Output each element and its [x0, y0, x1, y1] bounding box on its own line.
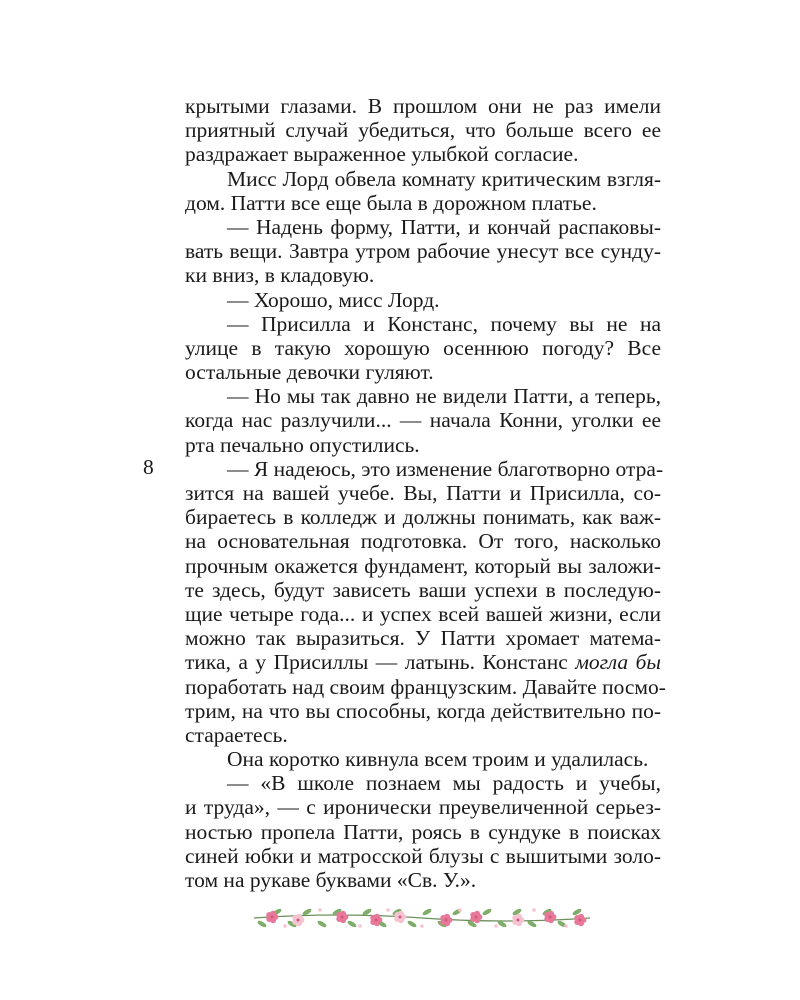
text-line: улице в такую хорошую осеннюю погоду? Все — [185, 335, 661, 360]
text-line: синей юбки и матросской блузы с вышитыми золо- — [185, 843, 661, 868]
text-line: бираетесь в колледж и должны понимать, как важ- — [185, 505, 661, 530]
flower-petal-icon — [548, 911, 554, 917]
flower-petal-icon — [516, 914, 522, 920]
flower-petal-icon — [578, 914, 584, 920]
text-line: том на рукаве буквами «Св. У.». — [185, 868, 477, 892]
blossom-bud-icon — [458, 908, 462, 912]
text-line: раздражает выраженное улыбкой согласие. — [185, 142, 579, 167]
text-line: можно так выразиться. У Патти хромает матема- — [185, 626, 661, 651]
leaf-icon — [317, 920, 328, 929]
text-line: — Надень форму, Патти, и кончай распаковы- — [227, 214, 661, 239]
text-line: — Но мы так давно не видели Патти, а теперь, — [227, 384, 661, 409]
flower-center-icon — [517, 919, 520, 922]
blossom-bud-icon — [358, 924, 362, 928]
text-line: ностью пропела Патти, роясь в сундуке в поисках — [185, 819, 661, 844]
text-line: Мисс Лорд обвела комнату критическим взгля- — [227, 166, 661, 191]
flower-petal-icon — [444, 914, 450, 920]
text-line: Она коротко кивнула всем троим и удалилась. — [227, 747, 649, 772]
text-line — [185, 650, 661, 674]
leaf-icon — [482, 908, 493, 917]
flower-center-icon — [399, 916, 402, 919]
italic-emphasis: могла бы — [575, 650, 661, 675]
leaf-icon — [257, 920, 268, 929]
blossom-bud-icon — [564, 924, 568, 928]
text-line: — Я надеюсь, это изменение благотворно отра- — [227, 456, 664, 481]
floral-ornament — [250, 898, 594, 938]
flower-petal-icon — [340, 911, 346, 917]
flower-center-icon — [341, 916, 344, 919]
page-number: 8 — [143, 455, 154, 479]
text-line: стараетесь. — [185, 722, 288, 747]
flower-center-icon — [549, 916, 552, 919]
blossom-bud-icon — [386, 908, 390, 912]
blossom-bud-icon — [494, 924, 498, 928]
leaf-icon — [422, 908, 433, 917]
text-line: те здесь, будут зависеть ваши успехи в последую- — [185, 577, 661, 602]
blossom-bud-icon — [318, 908, 322, 912]
text-line: дом. Патти все еще была в дорожном платье. — [185, 190, 597, 215]
flower-center-icon — [579, 919, 582, 922]
flower-petal-icon — [296, 914, 302, 920]
text-line: на основательная подготовка. От того, насколько — [185, 529, 661, 554]
vine-stem — [254, 915, 590, 921]
leaf-icon — [407, 920, 418, 929]
flower-center-icon — [375, 919, 378, 922]
blossom-bud-icon — [420, 924, 424, 928]
flower-center-icon — [445, 919, 448, 922]
blossom-bud-icon — [283, 924, 287, 928]
flower-petal-icon — [374, 914, 380, 920]
text-line: крытыми глазами. В прошлом они не раз имели — [185, 94, 661, 118]
flower-center-icon — [271, 916, 274, 919]
text-line: приятный случай убедиться, что больше всего ее — [185, 118, 661, 143]
flower-petal-icon — [270, 911, 276, 917]
text-line: — «В школе познаем мы радость и учебы, — [227, 771, 661, 796]
text-line: прочным окажется фундамент, который вы заложи- — [185, 553, 661, 578]
text-line: рта печально опустились. — [185, 432, 420, 457]
text-line: — Присилла и Констанс, почему вы не на — [227, 311, 661, 336]
text-line: — Хорошо, мисс Лорд. — [227, 287, 440, 312]
text-line: трим, на что вы способны, когда действительно по- — [185, 698, 661, 723]
flower-petal-icon — [474, 911, 480, 917]
text-line: щие четыре года... и успех всей вашей жизни, если — [185, 601, 661, 626]
text-line: и труда», — с иронически преувеличенной серьез- — [185, 795, 661, 820]
flower-center-icon — [475, 916, 478, 919]
text-line: поработать над своим французским. Давайте посмо- — [185, 674, 666, 699]
text-line: вать вещи. Завтра утром рабочие унесут все сунду- — [185, 239, 661, 264]
text-line: ки вниз, в кладовую. — [185, 263, 375, 288]
leaf-icon — [347, 920, 358, 929]
flower-center-icon — [297, 919, 300, 922]
blossom-bud-icon — [532, 908, 536, 912]
flower-petal-icon — [398, 911, 404, 917]
text-segment: тика, а у Присиллы — латынь. Констанс — [185, 650, 576, 675]
text-line: остальные девочки гуляют. — [185, 360, 434, 385]
text-line: когда нас разлучили... — начала Конни, уголки ее — [185, 408, 661, 433]
body-text — [185, 94, 666, 892]
text-line: зится на вашей учебе. Вы, Патти и Присилла, со- — [185, 481, 661, 505]
